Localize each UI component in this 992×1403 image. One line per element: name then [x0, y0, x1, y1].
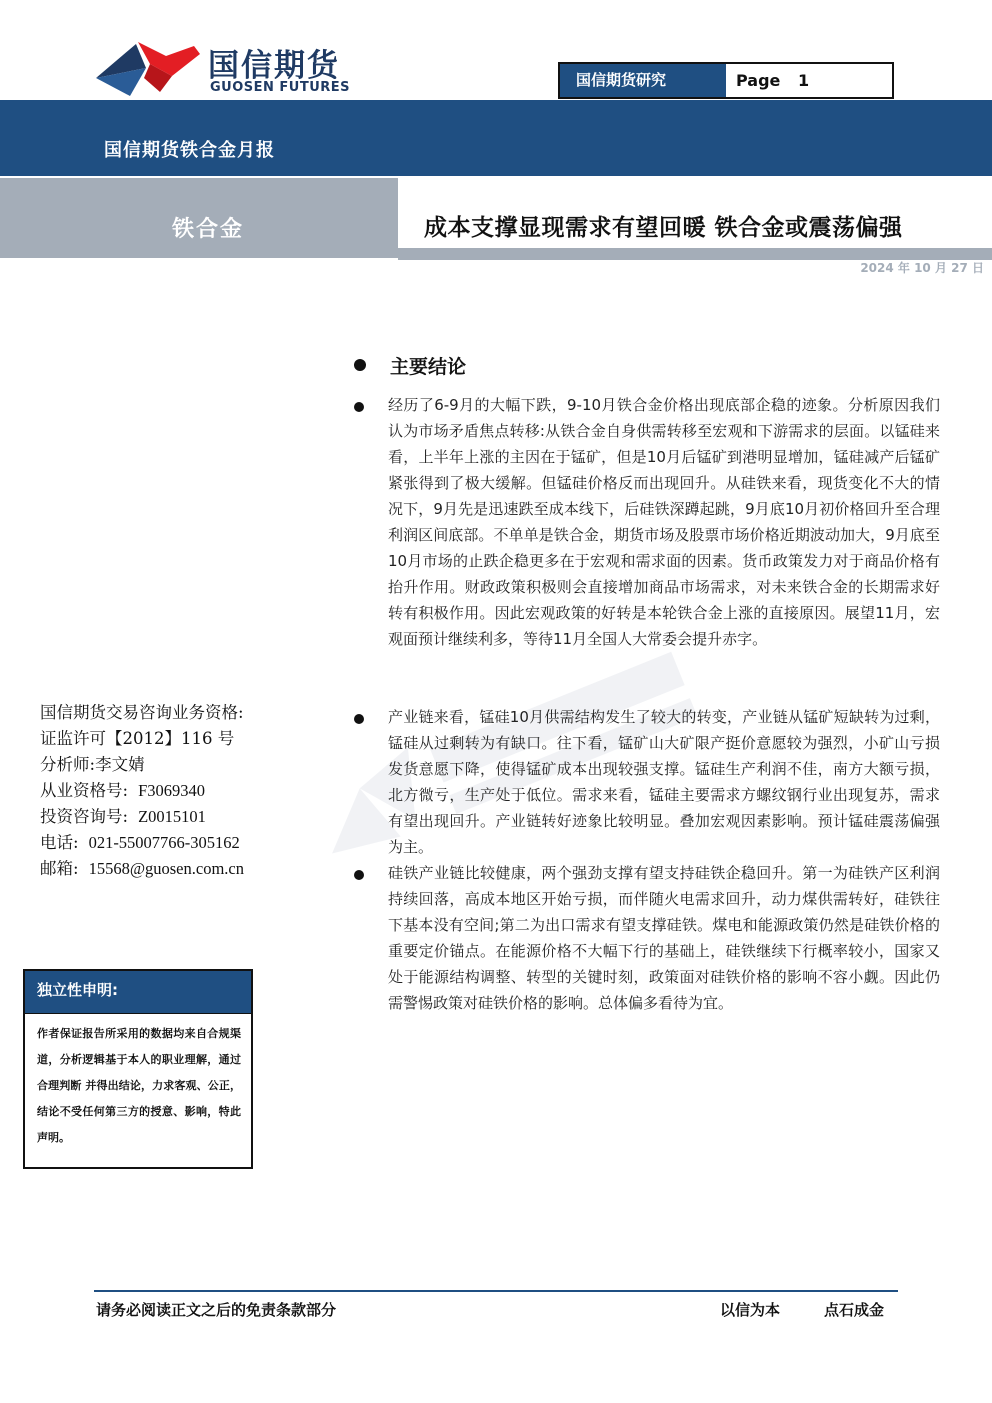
report-name: 国信期货铁合金月报 — [104, 140, 275, 161]
footer-disclaimer: 请务必阅读正文之后的免责条款部分 — [96, 1301, 337, 1319]
footer-motto-2: 点石成金 — [824, 1301, 885, 1319]
conclusion-paragraph-3: 硅铁产业链比较健康，两个强劲支撑有望支持硅铁企稳回升。第一为硅铁产区利润持续回落，高成本地区开始亏损，而伴随火电需求回升，动力煤供需转好，硅铁往下基本没有空间;第二为出口需求有望支撑硅铁。煤电和能源政策仍然是硅铁价格的重要定价锚点。在能源价格不大幅下行的基础上，硅铁继续下行概率较小，国家又处于能源结构调整、转型的关键时刻，政策面对硅铁价格的影响不容小觑。因此仍需警惕政策对硅铁价格的影响。总体偏多看待为宜。 — [388, 864, 940, 1012]
analyst-label: 分析师: — [40, 755, 96, 774]
paragraph-bullet-icon — [354, 402, 364, 412]
research-label: 国信期货研究 — [560, 64, 726, 97]
license-line: 证监许可【2012】116 号 — [40, 729, 235, 748]
invest-value: Z0015101 — [138, 807, 206, 826]
footer-line — [94, 1290, 898, 1292]
page-number: 1 — [798, 71, 810, 90]
paragraph-bullet-icon — [354, 714, 364, 724]
phone-value: 021-55007766-305162 — [88, 833, 240, 852]
guosen-logo-icon — [94, 38, 202, 98]
analyst-line — [40, 752, 340, 778]
cert-value: F3069340 — [138, 781, 205, 800]
logo-text-en: GUOSEN FUTURES — [210, 80, 351, 95]
declaration-divider — [25, 1013, 251, 1014]
report-headline: 成本支撑显现需求有望回暖 铁合金或震荡偏强 — [424, 215, 903, 241]
analyst-contact — [40, 700, 340, 882]
independence-declaration — [23, 969, 253, 1169]
phone-line — [40, 830, 340, 856]
invest-line — [40, 804, 340, 830]
section-title: 主要结论 — [390, 356, 467, 378]
page-label: Page — [736, 71, 781, 90]
declaration-title: 独立性申明: — [25, 971, 251, 1013]
cert-line — [40, 778, 340, 804]
phone-label: 电话: — [40, 833, 79, 852]
company-logo — [94, 38, 364, 100]
declaration-text: 作者保证报告所采用的数据均来自合规渠道，分析逻辑基于本人的职业理解，通过合理判断 并得出结论，力求客观、公正，结论不受任何第三方的授意、影响，特此声明。 — [37, 1027, 241, 1144]
conclusion-paragraph-1: 经历了6-9月的大幅下跌，9-10月铁合金价格出现底部企稳的迹象。分析原因我们认为市场矛盾焦点转移:从铁合金自身供需转移至宏观和下游需求的层面。以锰硅来看，上半年上涨的主因在于锰矿，但是10月后锰矿到港明显增加，锰硅减产后锰矿紧张得到了极大缓解。但锰硅价格反而出现回升。从硅铁来看，现货变化不大的情况下，9月先是迅速跌至成本线下，后硅铁深蹲起跳，9月底10月初价格回升至合理利润区间底部。不单单是铁合金，期货市场及股票市场价格近期波动加大，9月底至10月市场的止跌企稳更多在于宏观和需求面的因素。货币政策发力对于商品价格有抬升作用。财政政策积极则会直接增加商品市场需求，对未来铁合金的长期需求好转有积极作用。因此宏观政策的好转是本轮铁合金上涨的直接原因。展望11月，宏观面预计继续利多，等待11月全国人大常委会提升赤字。 — [388, 396, 940, 648]
logo-text-cn: 国信期货 — [208, 48, 340, 84]
email-label: 邮箱: — [40, 859, 79, 878]
footer-motto-1: 以信为本 — [720, 1301, 781, 1319]
research-page-box — [558, 62, 894, 99]
email-value: 15568@guosen.com.cn — [88, 859, 244, 878]
paragraph-bullet-icon — [354, 870, 364, 880]
report-category: 铁合金 — [172, 217, 245, 242]
conclusion-paragraph-2: 产业链来看，锰硅10月供需结构发生了较大的转变，产业链从锰矿短缺转为过剩，锰硅从过剩转为有缺口。往下看，锰矿山大矿限产挺价意愿较为强烈，小矿山亏损发货意愿下降，使得锰矿成本出现较强支撑。锰硅生产利润不佳，南方大额亏损，北方微亏，生产处于低位。需求来看，锰硅主要需求方螺纹钢行业出现复苏，需求有望出现回升。产业链转好迹象比较明显。叠加宏观因素影响。预计锰硅震荡偏强为主。 — [388, 708, 940, 856]
section-bullet-icon — [354, 359, 366, 371]
qualification-line: 国信期货交易咨询业务资格: — [40, 703, 244, 722]
report-date: 2024 年 10 月 27 日 — [860, 261, 984, 275]
cert-label: 从业资格号: — [40, 781, 129, 800]
invest-label: 投资咨询号: — [40, 807, 129, 826]
analyst-name: 李文婧 — [95, 755, 145, 774]
email-line — [40, 856, 340, 882]
